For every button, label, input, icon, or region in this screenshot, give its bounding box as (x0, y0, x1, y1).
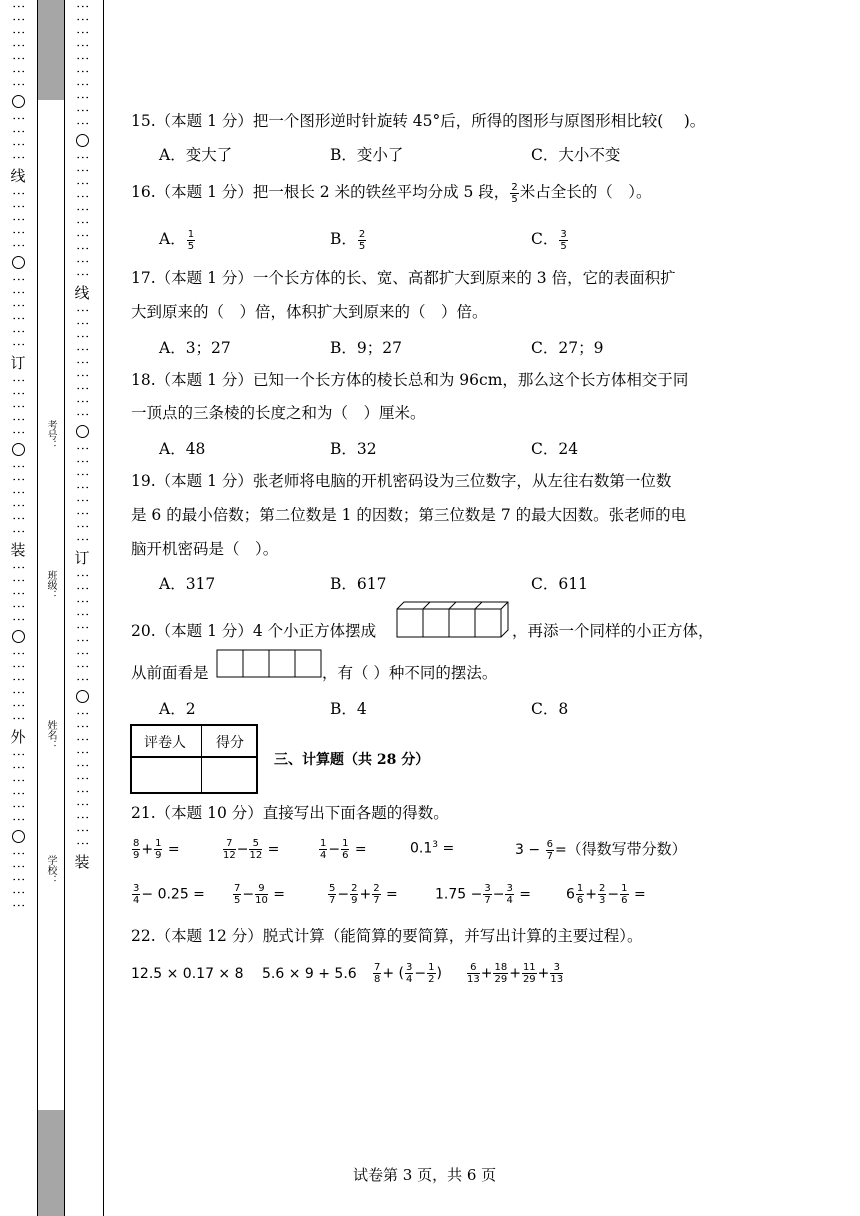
field-exam-no: 考号： (45, 420, 56, 450)
q17-option-b: B．9；27 (330, 339, 402, 357)
binding-margin (0, 0, 104, 1216)
q19-option-b: B．617 (330, 575, 387, 593)
q16-option-a: A． $\frac{1}{5}$ (159, 228, 195, 252)
q20-line2-post: ，有（ ）种不同的摆法。 (322, 664, 498, 682)
q20-option-c: C．8 (531, 700, 569, 718)
circle-mark (12, 443, 25, 456)
outer-label: 外 (8, 729, 27, 744)
q18-line1: 18.（本题 1 分）已知一个长方体的棱长总和为 96cm，那么这个长方体相交于同 (131, 371, 689, 389)
info-strip (37, 0, 65, 1216)
front-view-figure (216, 649, 322, 679)
q21-expr-4: $0.1^3$ = (410, 840, 455, 857)
q19-line3: 脑开机密码是（ ）。 (131, 540, 279, 558)
inner-label: 装 (72, 854, 91, 869)
field-school: 学校： (45, 855, 56, 885)
q20-line1-pre: 20.（本题 1 分）4 个小正方体摆成 (131, 622, 377, 640)
circle-mark (76, 690, 89, 703)
q21-expr-9: 1.75 − $\frac{3}{7}$ − $\frac{3}{4}$ = (435, 883, 532, 906)
q18-option-a: A．48 (159, 440, 206, 458)
field-name: 姓名： (45, 720, 56, 750)
page-footer: 试卷第 3 页，共 6 页 (353, 1166, 497, 1184)
q16-stem: 16.（本题 1 分）把一根长 2 米的铁丝平均分成 5 段， $\frac{2}{5}$ 米占全长的（ ）。 (131, 181, 652, 205)
q21-expr-5: 3 − $\frac{6}{7}$ =（得数写带分数） (515, 838, 687, 862)
q21-expr-10: 6 $\frac{1}{6}$ + $\frac{2}{3}$ − $\frac{1}{6}$ = (566, 883, 646, 906)
q19-option-c: C．611 (531, 575, 588, 593)
q18-line2: 一顶点的三条棱的长度之和为（ ）厘米。 (131, 404, 426, 422)
section-3-heading: 三、计算题（共 28 分） (274, 752, 430, 768)
inner-cut-line: ⋮⋮⋮⋮⋮⋮⋮⋮⋮⋮ ⋮⋮⋮⋮⋮⋮⋮⋮⋮⋮ 线 ⋮⋮⋮⋮⋮⋮⋮⋮⋮ ⋮⋮⋮⋮⋮⋮⋮⋮ 订 ⋮⋮⋮⋮⋮⋮⋮⋮⋮ ⋮⋮⋮⋮⋮⋮⋮⋮⋮⋮⋮ 装 (72, 0, 91, 869)
q16-option-b: B． $\frac{2}{5}$ (330, 228, 366, 252)
fraction: $\frac{2}{5}$ (511, 181, 518, 205)
q18-option-b: B．32 (330, 440, 377, 458)
inner-label: 订 (72, 550, 91, 565)
q22-expr-2: 5.6 × 9 + 5.6 (262, 966, 357, 982)
q21-expr-3: $\frac{1}{4}$ − $\frac{1}{6}$ = (320, 838, 367, 861)
q16-option-c: C． $\frac{3}{5}$ (531, 228, 567, 252)
q15-option-a: A．变大了 (159, 146, 233, 164)
q21-expr-8: $\frac{5}{7}$ − $\frac{2}{9}$ + $\frac{2}{7}$ = (329, 883, 398, 906)
score-table-grader: 评卷人 (144, 735, 186, 751)
q19-line1: 19.（本题 1 分）张老师将电脑的开机密码设为三位数字，从左往右数第一位数 (131, 472, 672, 490)
outer-label: 订 (8, 355, 27, 370)
q20-option-a: A．2 (159, 700, 196, 718)
q21-stem: 21.（本题 10 分）直接写出下面各题的得数。 (131, 804, 449, 822)
q22-stem: 22.（本题 12 分）脱式计算（能简算的要简算，并写出计算的主要过程）。 (131, 927, 643, 945)
q21-expr-6: $\frac{3}{4}$ − 0.25 = (133, 883, 205, 906)
outer-label: 线 (8, 168, 27, 183)
q21-expr-7: $\frac{7}{5}$ − $\frac{9}{10}$ = (234, 883, 286, 906)
q22-expr-3: $\frac{7}{8}$ + ( $\frac{3}{4}$ − $\frac{1}{2}$ ) (374, 962, 442, 985)
inner-label: 线 (72, 285, 91, 300)
q15-stem: 15.（本题 1 分）把一个图形逆时针旋转 45°后，所得的图形与原图形相比较( )。 (131, 112, 706, 130)
q22-expr-1: 12.5 × 0.17 × 8 (131, 966, 244, 982)
circle-mark (76, 134, 89, 147)
q21-expr-2: $\frac{7}{12}$ − $\frac{5}{12}$ = (223, 838, 280, 861)
q20-option-b: B．4 (330, 700, 367, 718)
q21-expr-1: $\frac{8}{9}$ + $\frac{1}{9}$ = (133, 838, 180, 861)
circle-mark (76, 425, 89, 438)
q17-option-c: C．27；9 (531, 339, 604, 357)
circle-mark (12, 256, 25, 269)
score-table-score: 得分 (216, 735, 244, 751)
q17-option-a: A．3；27 (159, 339, 231, 357)
circle-mark (12, 630, 25, 643)
cube-row-figure (396, 601, 512, 639)
q17-line2: 大到原来的（ ）倍，体积扩大到原来的（ ）倍。 (131, 303, 488, 321)
circle-mark (12, 95, 25, 108)
field-class: 班级： (45, 570, 56, 600)
q15-option-c: C．大小不变 (531, 146, 621, 164)
q20-line2-pre: 从前面看是 (131, 664, 209, 682)
score-table (130, 724, 258, 794)
q18-option-c: C．24 (531, 440, 579, 458)
q19-line2: 是 6 的最小倍数；第二位数是 1 的因数；第三位数是 7 的最大因数。张老师的电 (131, 506, 687, 524)
q19-option-a: A．317 (159, 575, 216, 593)
q17-line1: 17.（本题 1 分）一个长方体的长、宽、高都扩大到原来的 3 倍，它的表面积扩 (131, 269, 676, 287)
outer-cut-line: ⋮⋮⋮⋮⋮⋮⋮ ⋮⋮⋮⋮ 线 ⋮⋮⋮⋮⋮ ⋮⋮⋮⋮⋮⋮ 订 ⋮⋮⋮⋮⋮ ⋮⋮⋮⋮⋮⋮ 装 ⋮⋮⋮⋮⋮ ⋮⋮⋮⋮⋮⋮ 外 ⋮⋮⋮⋮⋮⋮ ⋮⋮⋮⋮⋮ (8, 0, 27, 912)
q22-expr-4: $\frac{6}{13}$ + $\frac{18}{29}$ + $\frac{11}{29}$ + $\frac{3}{13}$ (467, 962, 564, 985)
q20-line1-post: ，再添一个同样的小正方体， (512, 622, 714, 640)
q15-option-b: B．变小了 (330, 146, 404, 164)
outer-label: 装 (8, 542, 27, 557)
circle-mark (12, 830, 25, 843)
